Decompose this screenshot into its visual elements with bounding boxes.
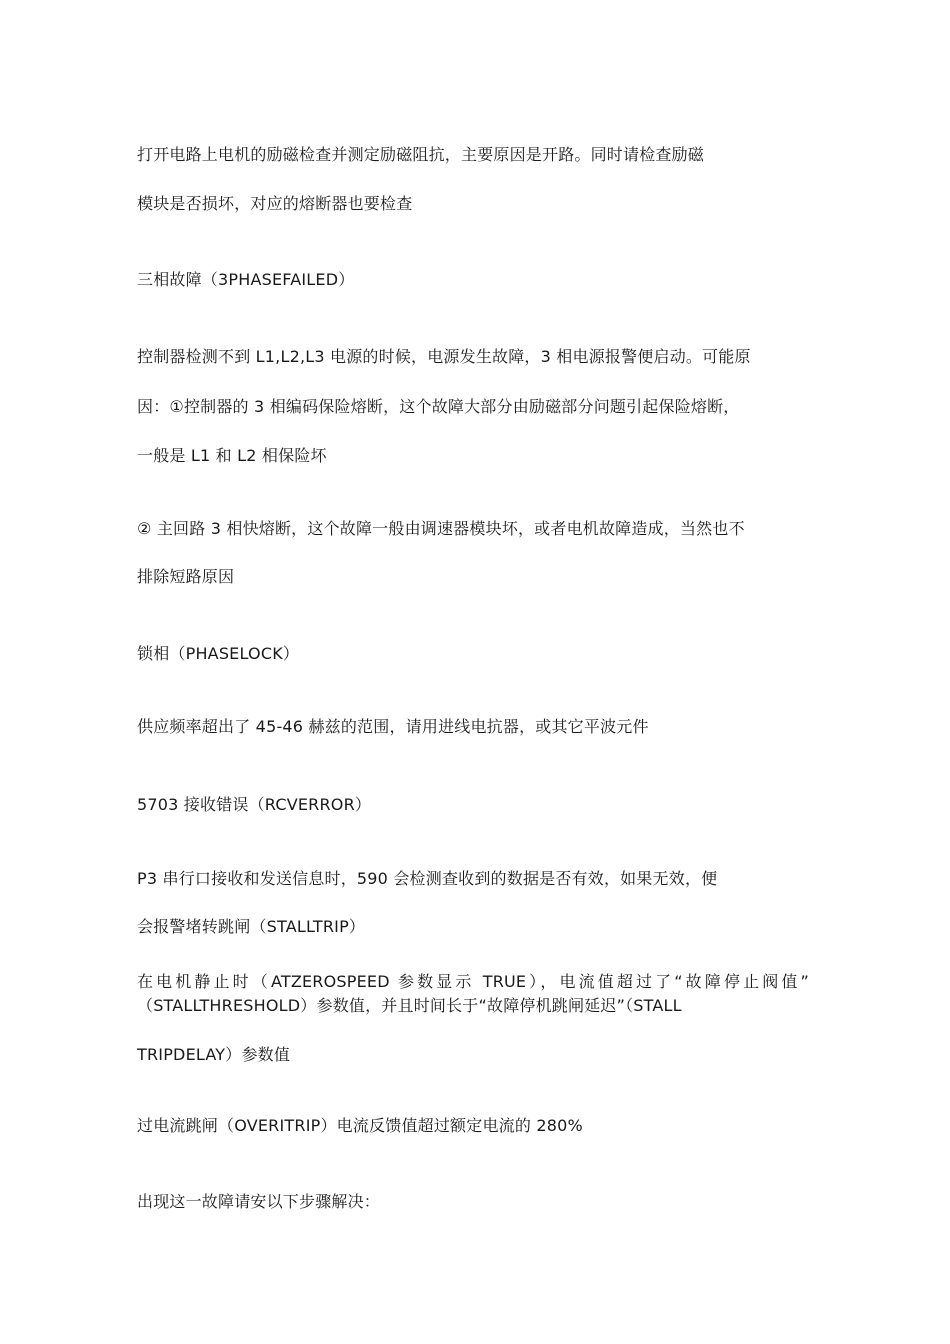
paragraph-line: 在电机静止时（ATZEROSPEED 参数显示 TRUE），电流值超过了“故障停止阀值” [137, 972, 809, 991]
section-heading: 三相故障（3PHASEFAILED） [137, 270, 355, 289]
paragraph-line: 打开电路上电机的励磁检查并测定励磁阻抗，主要原因是开路。同时请检查励磁 [137, 145, 705, 164]
section-heading: 5703 接收错误（RCVERROR） [137, 795, 372, 814]
section-heading: 会报警堵转跳闸（STALLTRIP） [137, 917, 366, 936]
paragraph-line: 供应频率超出了 45-46 赫兹的范围，请用进线电抗器，或其它平波元件 [137, 717, 649, 736]
paragraph-line: TRIPDELAY）参数值 [137, 1045, 291, 1064]
paragraph-line: 排除短路原因 [137, 567, 235, 586]
paragraph-line: ② 主回路 3 相快熔断，这个故障一般由调速器模块坏，或者电机故障造成，当然也不 [137, 519, 745, 538]
paragraph-line: 出现这一故障请安以下步骤解决： [137, 1192, 381, 1211]
paragraph-line: P3 串行口接收和发送信息时，590 会检测查收到的数据是否有效，如果无效，便 [137, 869, 718, 888]
paragraph-line: （STALLTHRESHOLD）参数值，并且时间长于“故障停机跳闸延迟”（STALL [137, 996, 682, 1015]
paragraph-line: 因：①控制器的 3 相编码保险熔断，这个故障大部分由励磁部分问题引起保险熔断， [137, 397, 740, 416]
paragraph-line: 模块是否损坏，对应的熔断器也要检查 [137, 194, 413, 213]
section-heading: 锁相（PHASELOCK） [137, 644, 300, 663]
paragraph-line: 一般是 L1 和 L2 相保险坏 [137, 446, 327, 465]
section-heading: 过电流跳闸（OVERITRIP）电流反馈值超过额定电流的 280% [137, 1116, 583, 1135]
paragraph-line: 控制器检测不到 L1,L2,L3 电源的时候，电源发生故障，3 相电源报警便启动。可能原 [137, 347, 751, 366]
